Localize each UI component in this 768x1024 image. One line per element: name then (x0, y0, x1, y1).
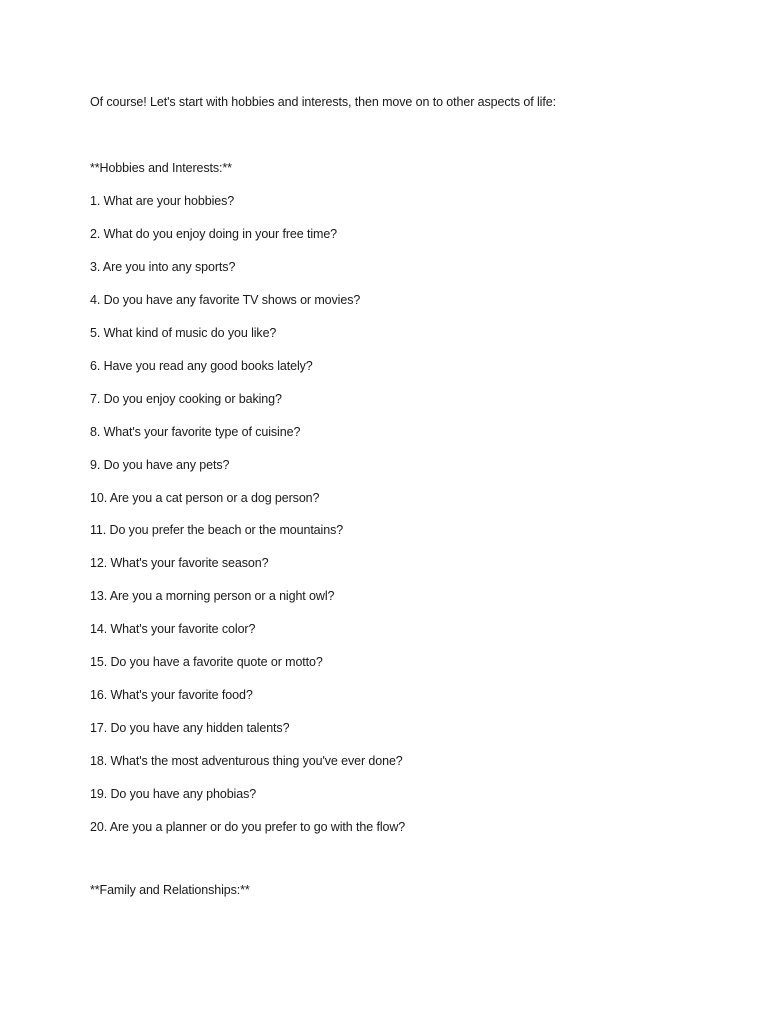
question-item: 1. What are your hobbies? (90, 194, 235, 208)
question-item: 15. Do you have a favorite quote or motto? (90, 655, 323, 669)
question-item: 2. What do you enjoy doing in your free time? (90, 227, 338, 241)
question-item: 10. Are you a cat person or a dog person? (90, 491, 320, 505)
question-item: 11. Do you prefer the beach or the mountains? (90, 523, 344, 537)
question-item: 20. Are you a planner or do you prefer to go with the flow? (90, 820, 406, 834)
question-item: 3. Are you into any sports? (90, 260, 236, 274)
question-item: 4. Do you have any favorite TV shows or movies? (90, 293, 361, 307)
question-item: 16. What's your favorite food? (90, 688, 253, 702)
question-item: 9. Do you have any pets? (90, 458, 230, 472)
question-item: 12. What's your favorite season? (90, 556, 269, 570)
section-heading-hobbies: **Hobbies and Interests:** (90, 161, 232, 175)
question-item: 7. Do you enjoy cooking or baking? (90, 392, 282, 406)
question-item: 19. Do you have any phobias? (90, 787, 257, 801)
question-item: 8. What's your favorite type of cuisine? (90, 425, 301, 439)
section-heading-family: **Family and Relationships:** (90, 883, 250, 897)
question-item: 14. What's your favorite color? (90, 622, 256, 636)
question-item: 17. Do you have any hidden talents? (90, 721, 290, 735)
question-item: 18. What's the most adventurous thing you've ever done? (90, 754, 403, 768)
question-item: 6. Have you read any good books lately? (90, 359, 313, 373)
question-item: 13. Are you a morning person or a night owl? (90, 589, 335, 603)
intro-paragraph: Of course! Let's start with hobbies and interests, then move on to other aspects of life: (90, 95, 556, 109)
question-item: 5. What kind of music do you like? (90, 326, 277, 340)
